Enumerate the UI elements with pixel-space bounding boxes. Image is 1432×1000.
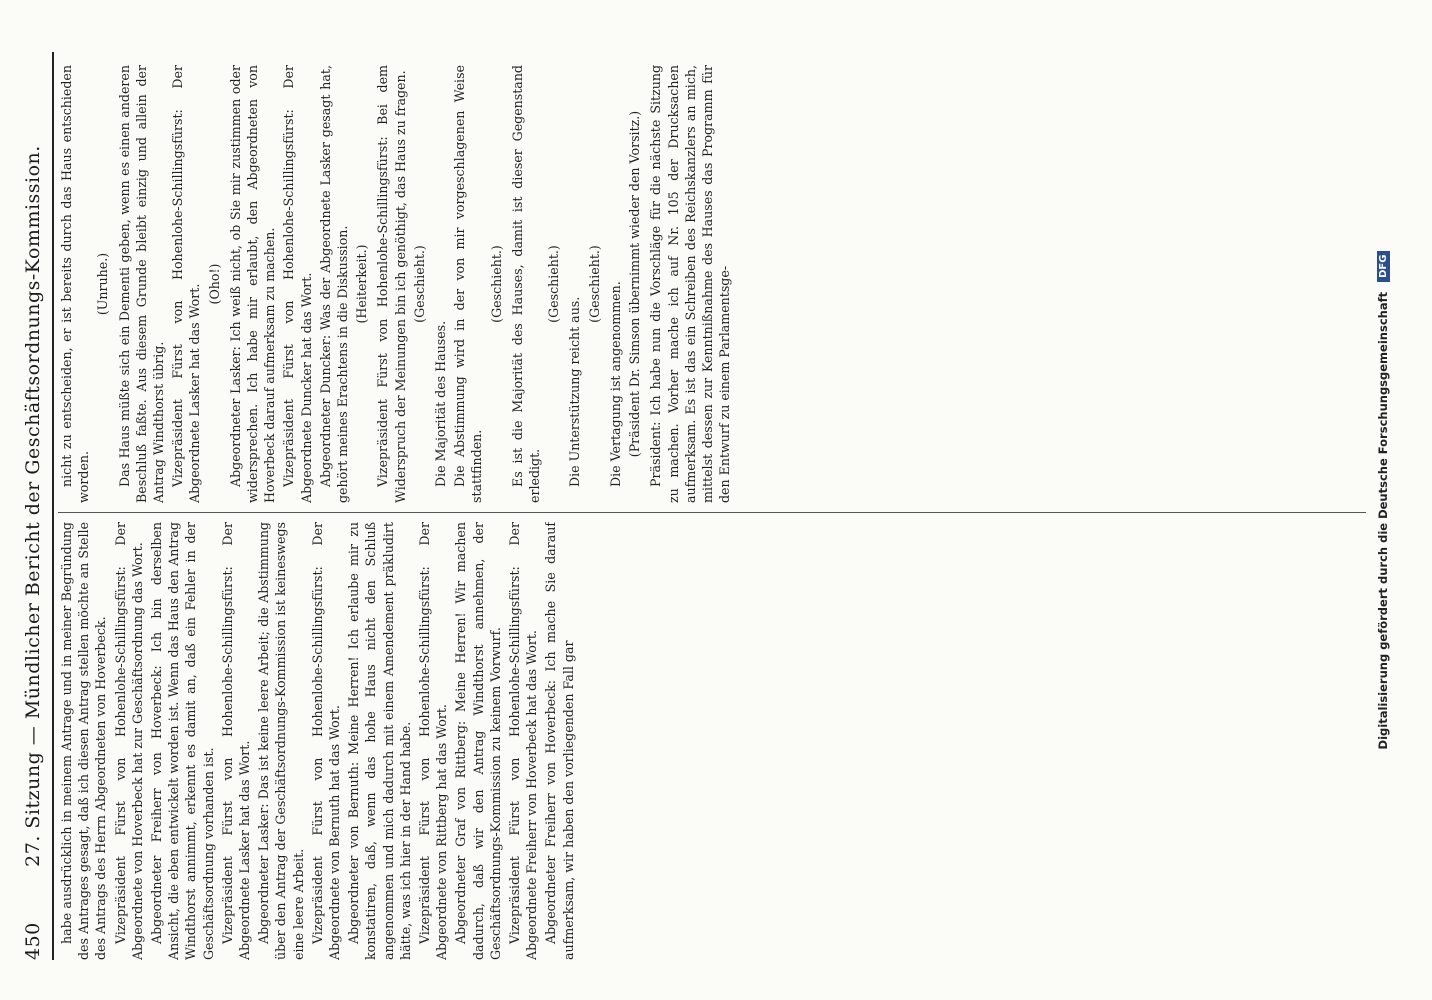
paragraph: Die Abstimmung wird in der von mir vorgeschlagenen Weise stattfinden. [452, 65, 485, 503]
paragraph: Vizepräsident Fürst von Hohenlohe-Schillingsfürst: Der Abgeordnete Freiherr von Hoverbeck hat das Wort. [507, 522, 540, 960]
paragraph: Es ist die Majorität des Hauses, damit ist dieser Gegenstand erledigt. [509, 65, 543, 503]
page-title: 27. Sitzung — Mündlicher Bericht der Geschäftsordnungs-Kommission. [22, 145, 44, 867]
stage-direction: (Präsident Dr. Simson übernimmt wieder den Vorsitz.) [627, 110, 643, 458]
paragraph: Das Haus müßte sich ein Dementi geben, wenn es einen anderen Beschluß faßte. Aus diesem Grunde bleibt einzig und allein der Antrag Windthorst übrig. [116, 65, 167, 503]
paragraph: Vizepräsident Fürst von Hohenlohe-Schillingsfürst: Der Abgeordnete von Rittberg hat das Wort. [417, 522, 450, 960]
stage-direction: (Geschieht.) [411, 245, 427, 323]
paragraph: Vizepräsident Fürst von Hohenlohe-Schillingsfürst: Bei dem Widerspruch der Meinungen bin ich genöthigt, das Haus zu fragen. [375, 65, 408, 503]
paragraph: nicht zu entscheiden, er ist bereits durch das Haus entschieden worden. [59, 65, 92, 503]
paragraph: Vizepräsident Fürst von Hohenlohe-Schillingsfürst: Der Abgeordnete Lasker hat das Wort. [219, 522, 253, 960]
paragraph: Abgeordneter Duncker: Was der Abgeordnete Lasker gesagt hat, gehört meines Erachtens in die Diskussion. [317, 65, 351, 503]
paragraph: Die Unterstützung reicht aus. [567, 296, 583, 487]
paragraph: Vizepräsident Fürst von Hohenlohe-Schillingsfürst: Der Abgeordnete von Bernuth hat das Wort. [309, 522, 343, 960]
dfg-logo: DFG [1377, 251, 1390, 282]
paragraph: Abgeordneter Lasker: Ich weiß nicht, ob Sie mir zustimmen oder widersprechen. Ich habe mir erlaubt, den Abgeordneten von Hoverbeck darauf aufmerksam zu machen. [227, 65, 278, 503]
page-header [18, 52, 54, 960]
paragraph: Vizepräsident Fürst von Hohenlohe-Schillingsfürst: Der Abgeordnete von Hoverbeck hat zur Geschäftsordnung das Wort. [112, 522, 145, 960]
paragraph: Abgeordneter Lasker: Das ist keine leere Arbeit; die Abstimmung über den Antrag der Geschäftsordnungs-Kommission ist keineswegs eine leere Arbeit. [256, 522, 306, 960]
paragraph: Abgeordneter von Bernuth: Meine Herren! Ich erlaube mir zu konstatiren, daß, wenn das hohe Haus nicht den Schluß angenommen und mich dadurch mit einem Amendement präkludirt hätte, was ich hier in der Hand habe. [346, 522, 413, 960]
paragraph: Die Vertagung ist angenommen. [607, 281, 623, 487]
paragraph: Abgeordneter Freiherr von Hoverbeck: Ich bin derselben Ansicht, die eben entwickelt worden ist. Wenn das Haus den Antrag Windthorst annimmt, erkennt es damit an, daß ein Fehler in der Geschäftsordnung vorhanden ist. [149, 522, 216, 960]
left-column [58, 522, 1366, 960]
right-column [58, 65, 1366, 503]
digitization-credit [1376, 0, 1428, 1000]
paragraph: Vizepräsident Fürst von Hohenlohe-Schillingsfürst: Der Abgeordnete Duncker hat das Wort. [281, 65, 314, 503]
stage-direction: (Geschieht.) [546, 245, 562, 323]
stage-direction: (Unruhe.) [95, 252, 111, 316]
paragraph: Präsident: Ich habe nun die Vorschläge für die nächste Sitzung zu machen. Vorher mache ich auf Nr. 105 der Drucksachen aufmerksam. Es ist das ein Schreiben des Reichskanzlers an mich, mittelst dessen zur Kenntnißnahme des Hauses das Programm für den Entwurf zu einem Parlamentsge- [648, 65, 733, 503]
stage-direction: (Heiterkeit.) [354, 244, 370, 324]
paragraph: Abgeordneter Freiherr von Hoverbeck: Ich mache Sie darauf aufmerksam, wir haben den vorliegenden Fall gar [543, 522, 576, 960]
stage-direction: (Geschieht.) [586, 245, 602, 323]
column-divider [58, 512, 1366, 513]
page-number: 450 [22, 922, 44, 960]
paragraph: habe ausdrücklich in meinem Antrage und in meiner Begründung des Antrages gesagt, daß ich diesen Antrag stellen möchte an Stelle des Antrags des Herrn Abgeordneten von Hoverbeck. [59, 522, 109, 960]
paragraph: Die Majorität des Hauses. [433, 320, 449, 487]
credit-text: Digitalisierung gefördert durch die Deutsche Forschungsgemeinschaft [1376, 291, 1390, 750]
stage-direction: (Geschieht.) [488, 245, 504, 323]
paragraph: Abgeordneter Graf von Rittberg: Meine Herren! Wir machen dadurch, daß wir den Antrag Windthorst annehmen, der Geschäftsordnungs-Kommission zu keinem Vorwurf. [453, 522, 503, 960]
stage-direction: (Oho!) [206, 263, 222, 305]
paragraph: Vizepräsident Fürst von Hohenlohe-Schillingsfürst: Der Abgeordnete Lasker hat das Wort. [170, 65, 203, 503]
